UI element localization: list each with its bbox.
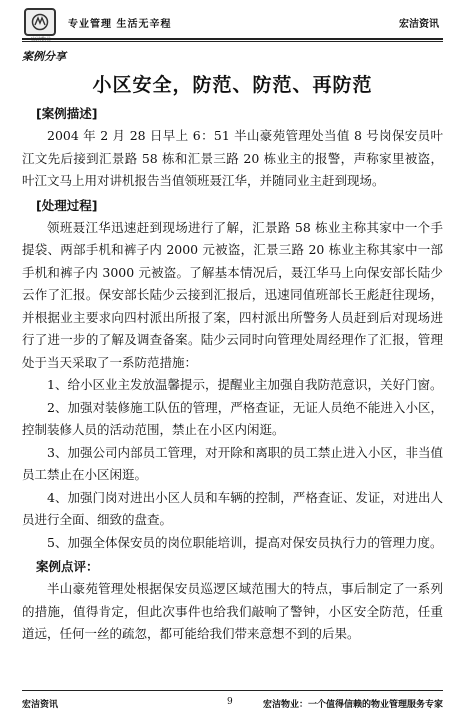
company-logo: [24, 8, 56, 36]
article-title: 小区安全，防范、防范、再防范: [92, 74, 373, 96]
logo-icon: [29, 13, 51, 31]
measure-item: 1、给小区业主发放温馨提示，提醒业主加强自我防范意识，关好门窗。: [47, 377, 443, 392]
article: [22, 64, 443, 646]
header-divider-thin: [22, 41, 443, 42]
footer-brand: 宏洁资讯: [22, 700, 59, 710]
page-footer: [22, 690, 443, 711]
case-description: 2004 年 2 月 28 日早上 6：51 半山豪苑管理处当值 8 号岗保安员叶江文先后接到汇景路 58 栋和汇景三路 20 栋业主的报警，声称家里被盗，叶江文马上用对讲机报告当值领班聂江华，并随同业主赶到现场。: [22, 128, 443, 188]
measure-item: 5、加强全体保安员的岗位职能培训，提高对保安员执行力的管理力度。: [47, 534, 443, 550]
page-header: [22, 6, 443, 42]
process-description: 领班聂江华迅速赶到现场进行了解，汇景路 58 栋业主称其家中一个手提袋、两部手机和裤子内 2000 元被盗，汇景三路 20 栋业主称其家中一部手机和裤子内 3000 元被盗。了解基本情况后，聂江华马上向保安部长陆少云作了汇报。保安部长陆少云接到汇报后，迅速同值班部长王彪赶往现场，并根据业主要求向四村派出所报了案，四村派出所警务人员赶到后对现场进行了进一步的了解及调查备案。陆少云同时向管理处周经理作了汇报，管理处于当天采取了一系防范措施：: [22, 219, 443, 370]
footer-slogan: 宏洁物业：一个值得信赖的物业管理服务专家: [262, 700, 443, 710]
header-divider: [22, 38, 443, 40]
process-heading: [处理过程]: [36, 197, 98, 213]
measure-item: 4、加强门岗对进出小区人员和车辆的控制，严格查证、发证，对进出人员进行全面、细致的盘查。: [22, 489, 443, 527]
header-brand: 宏洁资讯: [399, 19, 439, 30]
section-tag: 案例分享: [22, 50, 66, 63]
header-slogan: 专业管理 生活无辛程: [68, 19, 172, 30]
page-number: 9: [227, 697, 233, 707]
logo-text: 宏洁物业: [30, 37, 51, 43]
measure-item: 2、加强对装修施工队伍的管理，严格查证，无证人员绝不能进入小区，控制装修人员的活动范围，禁止在小区内闲逛。: [22, 399, 443, 437]
case-heading: [案例描述]: [36, 106, 98, 121]
comment-text: 半山豪苑管理处根据保安员巡逻区域范围大的特点，事后制定了一系列的措施，值得肯定，但此次事件也给我们敲响了警钟，小区安全防范，任重道远，任何一丝的疏忽，都可能给我们带来意想不到的后果。: [22, 581, 443, 641]
measure-item: 3、加强公司内部员工管理，对开除和离职的员工禁止进入小区，非当值员工禁止在小区闲逛。: [22, 444, 443, 482]
comment-heading: 案例点评：: [36, 559, 99, 574]
